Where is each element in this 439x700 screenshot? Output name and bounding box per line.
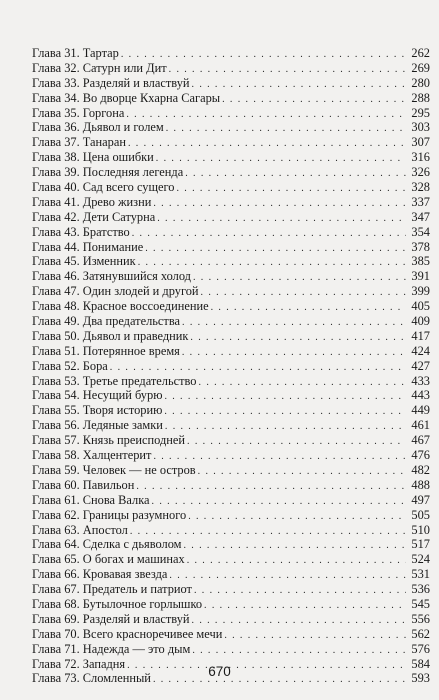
chapter-page-number: 433 [411,373,430,388]
dot-leader [184,539,407,554]
chapter-title: Глава 52. Бора [32,358,108,373]
toc-entry [32,463,430,478]
dot-leader [193,271,406,286]
chapter-page-number: 488 [411,477,430,492]
toc-entry [32,642,430,657]
chapter-page-number: 307 [411,135,430,150]
chapter-title: Глава 35. Горгона [32,105,125,120]
dot-leader [128,137,406,152]
toc-entry [32,106,430,121]
chapter-page-number: 424 [411,343,430,358]
toc-entry [32,493,430,508]
chapter-title: Глава 73. Сломленный [32,671,151,686]
chapter-title: Глава 57. Князь преисподней [32,433,186,448]
toc-entry [32,597,430,612]
dot-leader [192,78,406,93]
chapter-page-number: 385 [411,254,430,269]
dot-leader [222,93,406,108]
chapter-page-number: 593 [411,671,430,686]
chapter-title: Глава 44. Понимание [32,239,144,254]
chapter-page-number: 280 [411,75,430,90]
toc-entry [32,165,430,180]
chapter-title: Глава 53. Третье предательство [32,373,197,388]
toc-entry [32,627,430,642]
chapter-page-number: 316 [411,150,430,165]
chapter-title: Глава 61. Снова Валка [32,492,150,507]
toc-entry [32,314,430,329]
dot-leader [185,167,406,182]
dot-leader [224,629,406,644]
toc-entry [32,61,430,76]
chapter-title: Глава 56. Ледяные замки [32,418,163,433]
dot-leader [156,152,406,167]
chapter-page-number: 378 [411,239,430,254]
toc-entry [32,120,430,135]
chapter-page-number: 536 [411,582,430,597]
toc-entry [32,418,430,433]
chapter-title: Глава 51. Потерянное время [32,343,180,358]
chapter-page-number: 443 [411,388,430,403]
chapter-title: Глава 62. Границы разумного [32,507,187,522]
chapter-page-number: 391 [411,269,430,284]
chapter-title: Глава 45. Изменник [32,254,136,269]
toc-entry [32,329,430,344]
dot-leader [157,212,406,227]
dot-leader [169,63,406,78]
dot-leader [199,376,406,391]
toc-entry [32,359,430,374]
dot-leader [164,390,406,405]
chapter-page-number: 409 [411,314,430,329]
dot-leader [153,197,406,212]
toc-entry [32,537,430,552]
chapter-title: Глава 70. Всего красноречивее мечи [32,626,223,641]
chapter-page-number: 288 [411,90,430,105]
toc-entry [32,344,430,359]
chapter-page-number: 461 [411,418,430,433]
chapter-title: Глава 55. Творя историю [32,403,163,418]
dot-leader [204,599,406,614]
toc-entry [32,46,430,61]
toc-entry [32,612,430,627]
dot-leader [132,227,406,242]
toc-entry [32,388,430,403]
toc-entry [32,299,430,314]
chapter-title: Глава 31. Тартар [32,46,119,60]
toc-entry [32,567,430,582]
chapter-page-number: 427 [411,358,430,373]
toc-entry [32,150,430,165]
dot-leader [182,316,406,331]
chapter-page-number: 449 [411,403,430,418]
chapter-page-number: 354 [411,224,430,239]
dot-leader [198,465,406,480]
chapter-title: Глава 50. Дьявол и праведник [32,328,189,343]
chapter-page-number: 562 [411,626,430,641]
chapter-page-number: 476 [411,448,430,463]
chapter-title: Глава 49. Два предательства [32,314,181,329]
chapter-title: Глава 47. Один злодей и другой [32,284,199,299]
chapter-page-number: 417 [411,328,430,343]
toc-entry [32,552,430,567]
toc-entry [32,269,430,284]
chapter-page-number: 524 [411,552,430,567]
toc-entry [32,135,430,150]
chapter-page-number: 576 [411,641,430,656]
dot-leader [187,435,406,450]
chapter-title: Глава 71. Надежда — это дым [32,641,191,656]
dot-leader [194,584,406,599]
toc-entry [32,448,430,463]
toc-entry [32,195,430,210]
toc-entry [32,210,430,225]
chapter-title: Глава 39. Последняя легенда [32,165,184,180]
dot-leader [190,331,406,346]
chapter-title: Глава 42. Дети Сатурна [32,209,156,224]
chapter-page-number: 295 [411,105,430,120]
toc-entry [32,523,430,538]
toc-entry [32,180,430,195]
dot-leader [177,182,407,197]
chapter-title: Глава 65. О богах и машинах [32,552,185,567]
toc-entry [32,403,430,418]
dot-leader [165,420,406,435]
toc-entry [32,240,430,255]
chapter-title: Глава 43. Братство [32,224,130,239]
chapter-page-number: 584 [411,656,430,671]
chapter-title: Глава 46. Затянувшийся холод [32,269,191,284]
toc-entry [32,225,430,240]
dot-leader [166,122,406,137]
chapter-title: Глава 36. Дьявол и голем [32,120,164,135]
dot-leader [152,495,406,510]
toc-entry [32,374,430,389]
chapter-title: Глава 68. Бутылочное горлышко [32,596,203,611]
toc-entry [32,582,430,597]
chapter-page-number: 326 [411,165,430,180]
dot-leader [126,108,406,123]
dot-leader [145,242,406,257]
toc-entry [32,76,430,91]
chapter-page-number: 467 [411,433,430,448]
chapter-page-number: 269 [411,60,430,75]
dot-leader [164,405,406,420]
chapter-title: Глава 34. Во дворце Кхарна Сагары [32,90,221,105]
chapter-title: Глава 59. Человек — не остров [32,462,196,477]
toc-entry [32,254,430,269]
chapter-title: Глава 66. Кровавая звезда [32,567,168,582]
chapter-title: Глава 37. Танаран [32,135,126,150]
chapter-title: Глава 54. Несущий бурю [32,388,163,403]
chapter-title: Глава 48. Красное воссоединение [32,299,209,314]
dot-leader [182,346,406,361]
chapter-title: Глава 67. Предатель и патриот [32,582,192,597]
chapter-title: Глава 32. Сатурн или Дит [32,60,167,75]
dot-leader [188,510,406,525]
chapter-title: Глава 63. Апостол [32,522,128,537]
chapter-title: Глава 41. Древо жизни [32,194,152,209]
chapter-title: Глава 60. Павильон [32,477,135,492]
chapter-page-number: 482 [411,462,430,477]
chapter-page-number: 347 [411,209,430,224]
dot-leader [192,644,406,659]
chapter-title: Глава 58. Халцентерит [32,448,152,463]
chapter-title: Глава 38. Цена ошибки [32,150,154,165]
dot-leader [201,286,406,301]
chapter-page-number: 505 [411,507,430,522]
toc-entry [32,91,430,106]
chapter-title: Глава 72. Западня [32,656,126,671]
toc-entry [32,284,430,299]
chapter-title: Глава 64. Сделка с дьяволом [32,537,182,552]
chapter-title: Глава 33. Разделяй и властвуй [32,75,190,90]
chapter-page-number: 545 [411,596,430,611]
chapter-page-number: 497 [411,492,430,507]
chapter-page-number: 556 [411,611,430,626]
table-of-contents [32,46,430,686]
dot-leader [136,480,406,495]
dot-leader [187,554,406,569]
toc-entry [32,433,430,448]
toc-entry [32,508,430,523]
chapter-page-number: 262 [411,46,430,60]
chapter-page-number: 328 [411,180,430,195]
toc-entry [32,478,430,493]
chapter-page-number: 337 [411,194,430,209]
page-number: 670 [208,664,231,679]
dot-leader [169,569,406,584]
chapter-page-number: 531 [411,567,430,582]
chapter-title: Глава 40. Сад всего сущего [32,180,175,195]
chapter-title: Глава 69. Разделяй и властвуй [32,611,190,626]
dot-leader [211,301,406,316]
chapter-page-number: 399 [411,284,430,299]
chapter-page-number: 405 [411,299,430,314]
chapter-page-number: 517 [411,537,430,552]
chapter-page-number: 303 [411,120,430,135]
chapter-page-number: 510 [411,522,430,537]
